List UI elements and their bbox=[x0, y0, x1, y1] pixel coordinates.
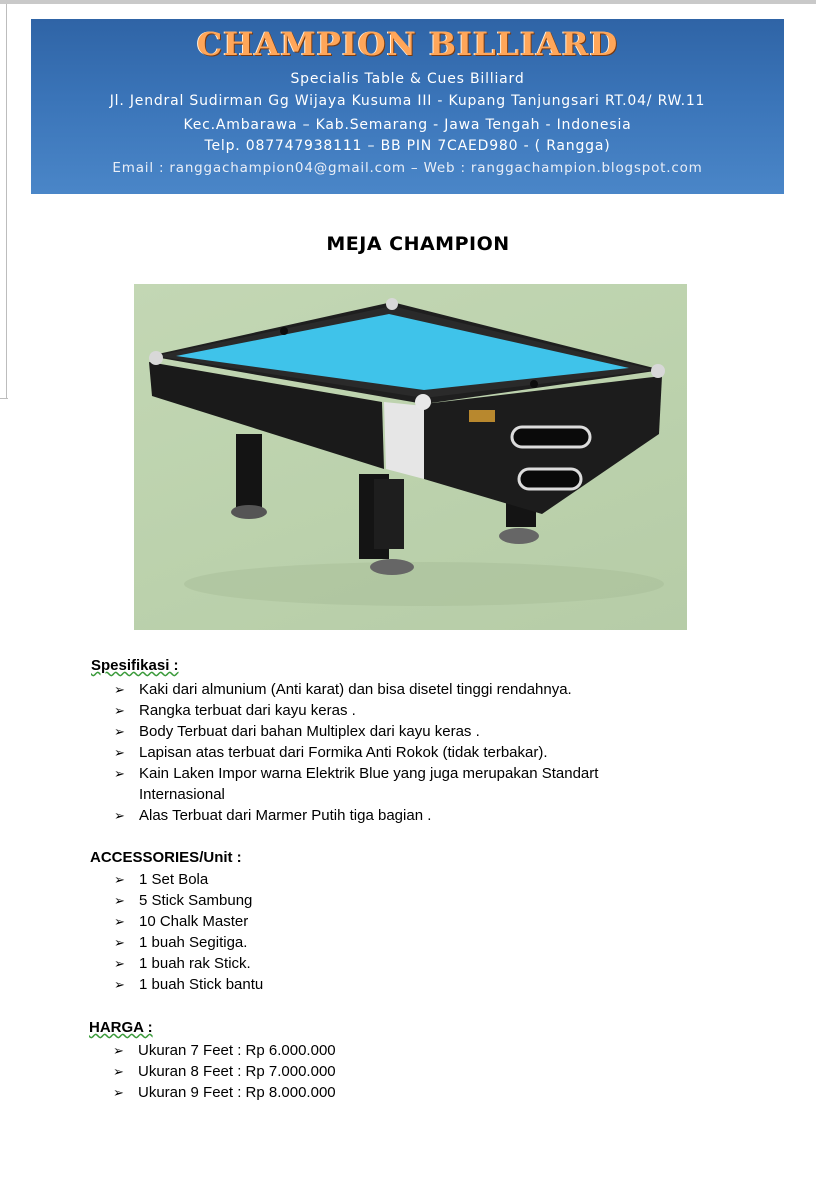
arrow-bullet-icon: ➢ bbox=[114, 956, 125, 971]
list-item: ➢ 1 buah Stick bantu bbox=[114, 976, 264, 993]
arrow-bullet-icon: ➢ bbox=[114, 935, 125, 950]
list-item: ➢ 1 Set Bola bbox=[114, 871, 209, 888]
list-item: ➢ Lapisan atas terbuat dari Formika Anti Rokok (tidak terbakar). bbox=[114, 744, 548, 761]
page-top-border bbox=[0, 0, 816, 4]
list-item: ➢ 1 buah rak Stick. bbox=[114, 955, 251, 972]
arrow-bullet-icon: ➢ bbox=[114, 977, 125, 992]
address-line-2: Kec.Ambarawa – Kab.Semarang - Jawa Tengah - Indonesia bbox=[183, 117, 632, 133]
accessories-list bbox=[114, 869, 263, 995]
harga-list bbox=[113, 1040, 336, 1103]
list-item: ➢ Kaki dari almunium (Anti karat) dan bisa disetel tinggi rendahnya. bbox=[114, 681, 572, 698]
spesifikasi-title: Spesifikasi : bbox=[91, 657, 179, 674]
arrow-bullet-icon: ➢ bbox=[114, 682, 125, 697]
tagline: Specialis Table & Cues Billiard bbox=[290, 71, 525, 87]
address-line-1: Jl. Jendral Sudirman Gg Wijaya Kusuma III - Kupang Tanjungsari RT.04/ RW.11 bbox=[109, 93, 706, 109]
arrow-bullet-icon: ➢ bbox=[113, 1043, 124, 1058]
list-item: ➢ Rangka terbuat dari kayu keras . bbox=[114, 702, 356, 719]
harga-title: HARGA : bbox=[89, 1019, 153, 1036]
list-item-continuation: Internasional bbox=[139, 786, 225, 803]
spesifikasi-list bbox=[114, 679, 598, 826]
company-name: CHAMPION BILLIARD bbox=[196, 25, 619, 63]
arrow-bullet-icon: ➢ bbox=[114, 745, 125, 760]
arrow-bullet-icon: ➢ bbox=[114, 893, 125, 908]
arrow-bullet-icon: ➢ bbox=[113, 1064, 124, 1079]
billiard-table-photo bbox=[134, 284, 687, 630]
list-item: ➢ Ukuran 8 Feet : Rp 7.000.000 bbox=[113, 1063, 336, 1080]
list-item: ➢ 5 Stick Sambung bbox=[114, 892, 253, 909]
arrow-bullet-icon: ➢ bbox=[113, 1085, 124, 1100]
arrow-bullet-icon: ➢ bbox=[114, 808, 125, 823]
list-item: ➢ 1 buah Segitiga. bbox=[114, 934, 248, 951]
list-item: ➢ Body Terbuat dari bahan Multiplex dari kayu keras . bbox=[114, 723, 480, 740]
arrow-bullet-icon: ➢ bbox=[114, 724, 125, 739]
list-item: ➢ 10 Chalk Master bbox=[114, 913, 249, 930]
list-item: ➢ Ukuran 9 Feet : Rp 8.000.000 bbox=[113, 1084, 336, 1101]
arrow-bullet-icon: ➢ bbox=[114, 703, 125, 718]
page-title: MEJA CHAMPION bbox=[326, 233, 510, 255]
accessories-title: ACCESSORIES/Unit : bbox=[90, 849, 242, 866]
page-left-border-tick bbox=[0, 398, 8, 399]
page-left-border bbox=[6, 4, 7, 399]
header-banner bbox=[31, 19, 784, 194]
phone-line: Telp. 087747938111 – BB PIN 7CAED980 - ( Rangga) bbox=[204, 138, 611, 154]
arrow-bullet-icon: ➢ bbox=[114, 872, 125, 887]
billiard-table-illustration bbox=[134, 284, 687, 630]
contact-line: Email : ranggachampion04@gmail.com – Web : ranggachampion.blogspot.com bbox=[112, 160, 703, 176]
list-item: ➢ Alas Terbuat dari Marmer Putih tiga bagian . bbox=[114, 807, 432, 824]
arrow-bullet-icon: ➢ bbox=[114, 766, 125, 781]
arrow-bullet-icon: ➢ bbox=[114, 914, 125, 929]
list-item: ➢ Ukuran 7 Feet : Rp 6.000.000 bbox=[113, 1042, 336, 1059]
list-item: ➢ Kain Laken Impor warna Elektrik Blue yang juga merupakan Standart bbox=[114, 765, 599, 782]
